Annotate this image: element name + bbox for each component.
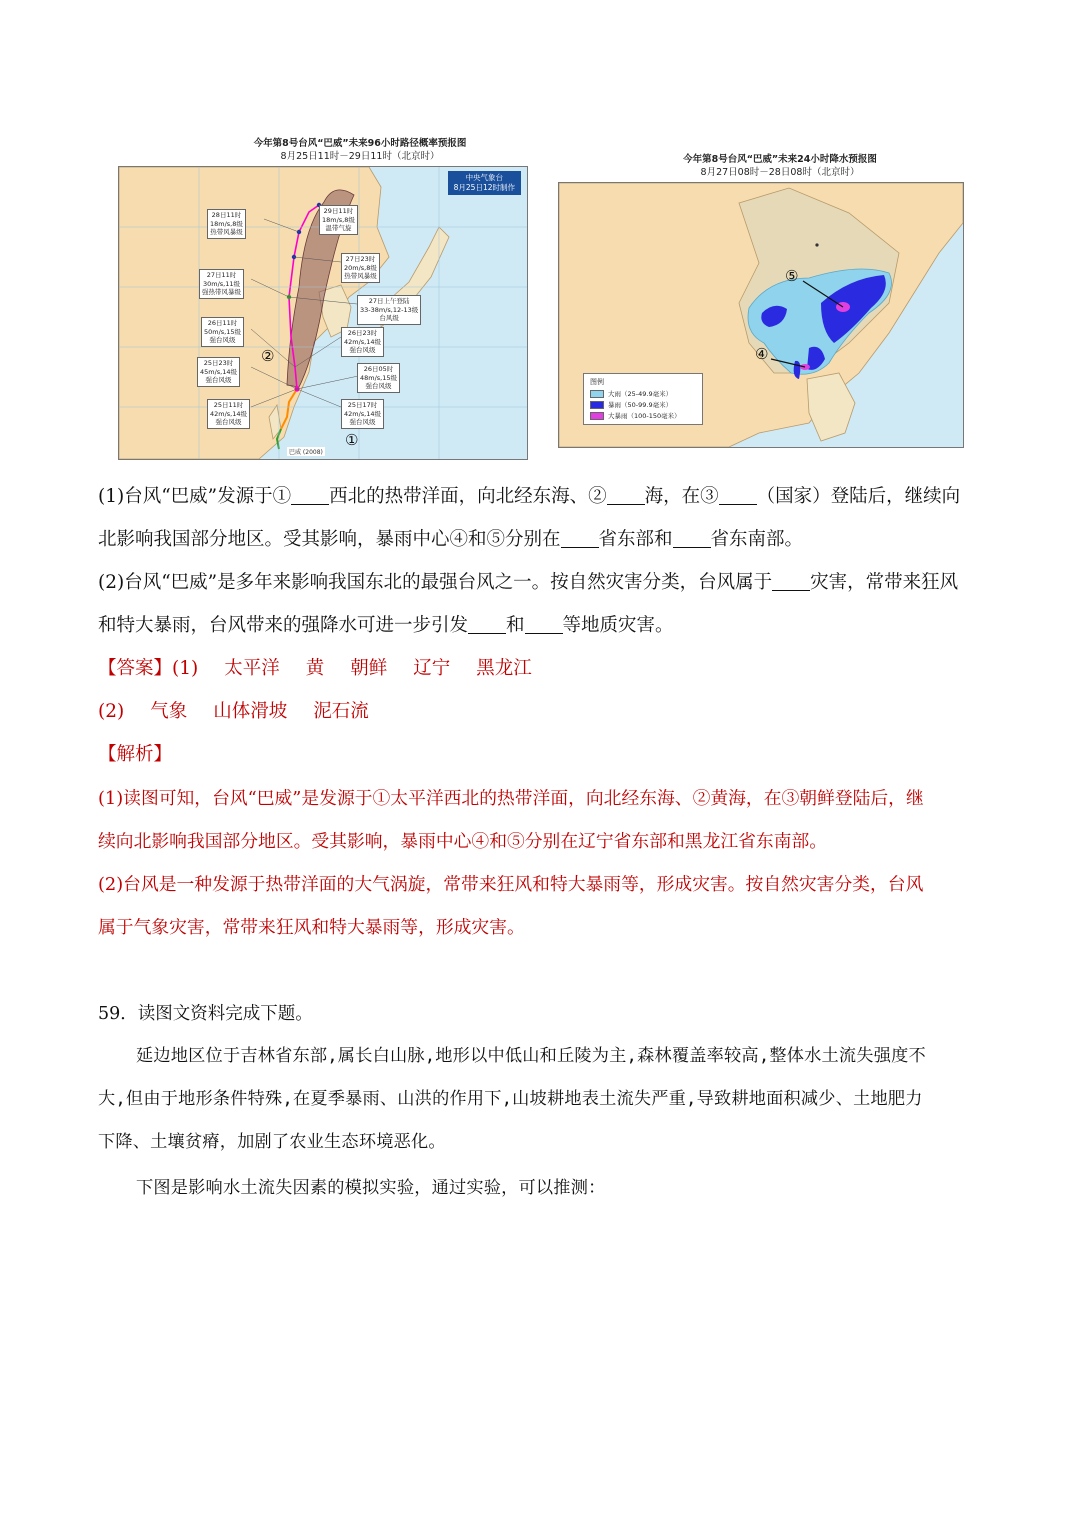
- track-point-label: 27日11时 30m/s,11级 强热带风暴级: [199, 269, 244, 299]
- marker-1: ①: [345, 431, 359, 449]
- analysis-p2-l1: (2)台风是一种发源于热带洋面的大气涡旋，常带来狂风和特大暴雨等，形成灾害。按自然灾害分类，台风: [98, 874, 924, 895]
- analysis-label: 【解析】: [98, 744, 173, 765]
- answer-blank[interactable]: [719, 486, 757, 505]
- typhoon-name-tag: 巴威 (2008): [289, 449, 323, 456]
- typhoon-track-map: [118, 166, 528, 460]
- question-59-heading: 59．读图文资料完成下题。: [98, 1004, 313, 1024]
- question-1-line-2: 北影响我国部分地区。受其影响，暴雨中心④和⑤分别在 省东部和 省东南部。: [98, 529, 804, 550]
- rainfall-forecast-map: [558, 182, 964, 448]
- track-point-label: 26日23时 42m/s,14级 强台风级: [341, 327, 384, 357]
- analysis-p1-l1: (1)读图可知，台风“巴威”是发源于①太平洋西北的热带洋面，向北经东海、②黄海，在③朝鲜登陆后，继: [98, 788, 924, 809]
- analysis-p1-l2: 续向北影响我国部分地区。受其影响，暴雨中心④和⑤分别在辽宁省东部和黑龙江省东南部。: [98, 831, 828, 852]
- track-point-label: 27日上午登陆 33-38m/s,12-13级 台风级: [357, 295, 421, 325]
- analysis-p2-l2: 属于气象灾害，常带来狂风和特大暴雨等，形成灾害。: [98, 917, 525, 938]
- q59-paragraph-line: 下图是影响水土流失因素的模拟实验，通过实验，可以推测：: [136, 1178, 606, 1198]
- track-point-label: 28日11时 18m/s,8级 热带风暴级: [207, 209, 246, 239]
- answer-line-1: 【答案】(1) 太平洋 黄 朝鲜 辽宁 黑龙江: [98, 658, 532, 679]
- answer-blank[interactable]: [673, 529, 711, 548]
- q59-paragraph-line: 下降、土壤贫瘠，加剧了农业生态环境恶化。: [98, 1132, 446, 1152]
- track-point-label: 29日11时 18m/s,8级 温带气旋: [319, 205, 358, 235]
- q59-paragraph-line: 大,但由于地形条件特殊,在夏季暴雨、山洪的作用下,山坡耕地表土流失严重,导致耕地面积减少、土地肥力: [98, 1089, 923, 1109]
- track-point-label: 25日11时 42m/s,14级 强台风级: [207, 399, 250, 429]
- rainfall-legend: 图例 大雨（25-49.9毫米） 暴雨（50-99.9毫米） 大暴雨（100-150毫米）: [583, 373, 703, 425]
- marker-4: ④: [755, 345, 769, 363]
- marker-2: ②: [261, 347, 275, 365]
- left-map-title: 今年第8号台风“巴威”未来96小时路径概率预报图 8月25日11时－29日11时（北京时）: [253, 138, 467, 162]
- right-map-title: 今年第8号台风“巴威”未来24小时降水预报图 8月27日08时－28日08时（北京时）: [683, 154, 877, 178]
- question-2-line-1: (2)台风“巴威”是多年来影响我国东北的最强台风之一。按自然灾害分类，台风属于 灾害，常带来狂风: [98, 572, 959, 593]
- track-point-label: 25日17时 42m/s,14级 强台风级: [341, 399, 384, 429]
- answer-blank[interactable]: [525, 615, 563, 634]
- question-2-line-2: 和特大暴雨，台风带来的强降水可进一步引发 和 等地质灾害。: [98, 615, 674, 636]
- answer-blank[interactable]: [468, 615, 506, 634]
- legend-item: 暴雨（50-99.9毫米）: [590, 400, 672, 409]
- q59-paragraph-line: 延边地区位于吉林省东部,属长白山脉,地形以中低山和丘陵为主,森林覆盖率较高,整体水土流失强度不: [136, 1046, 926, 1066]
- track-point-label: 27日23时 20m/s,8级 热带风暴级: [341, 253, 380, 283]
- answer-line-2: (2) 气象 山体滑坡 泥石流: [98, 701, 369, 722]
- track-point-label: 26日11时 50m/s,15级 强台风级: [201, 317, 244, 347]
- question-1-line-1: (1)台风“巴威”发源于① 西北的热带洋面，向北经东海、② 海，在③ （国家）登陆后，继续向: [98, 486, 961, 507]
- track-point-label: 25日23时 45m/s,14级 强台风级: [197, 357, 240, 387]
- answer-blank[interactable]: [561, 529, 599, 548]
- answer-blank[interactable]: [291, 486, 329, 505]
- track-point-label: 26日05时 48m/s,15级 强台风级: [357, 363, 400, 393]
- legend-item: 大雨（25-49.9毫米）: [590, 389, 672, 398]
- met-office-badge: 中央气象台 8月25日12时制作: [448, 171, 521, 195]
- marker-5: ⑤: [785, 267, 799, 285]
- answer-blank[interactable]: [772, 572, 810, 591]
- legend-item: 大暴雨（100-150毫米）: [590, 411, 681, 420]
- answer-blank[interactable]: [607, 486, 645, 505]
